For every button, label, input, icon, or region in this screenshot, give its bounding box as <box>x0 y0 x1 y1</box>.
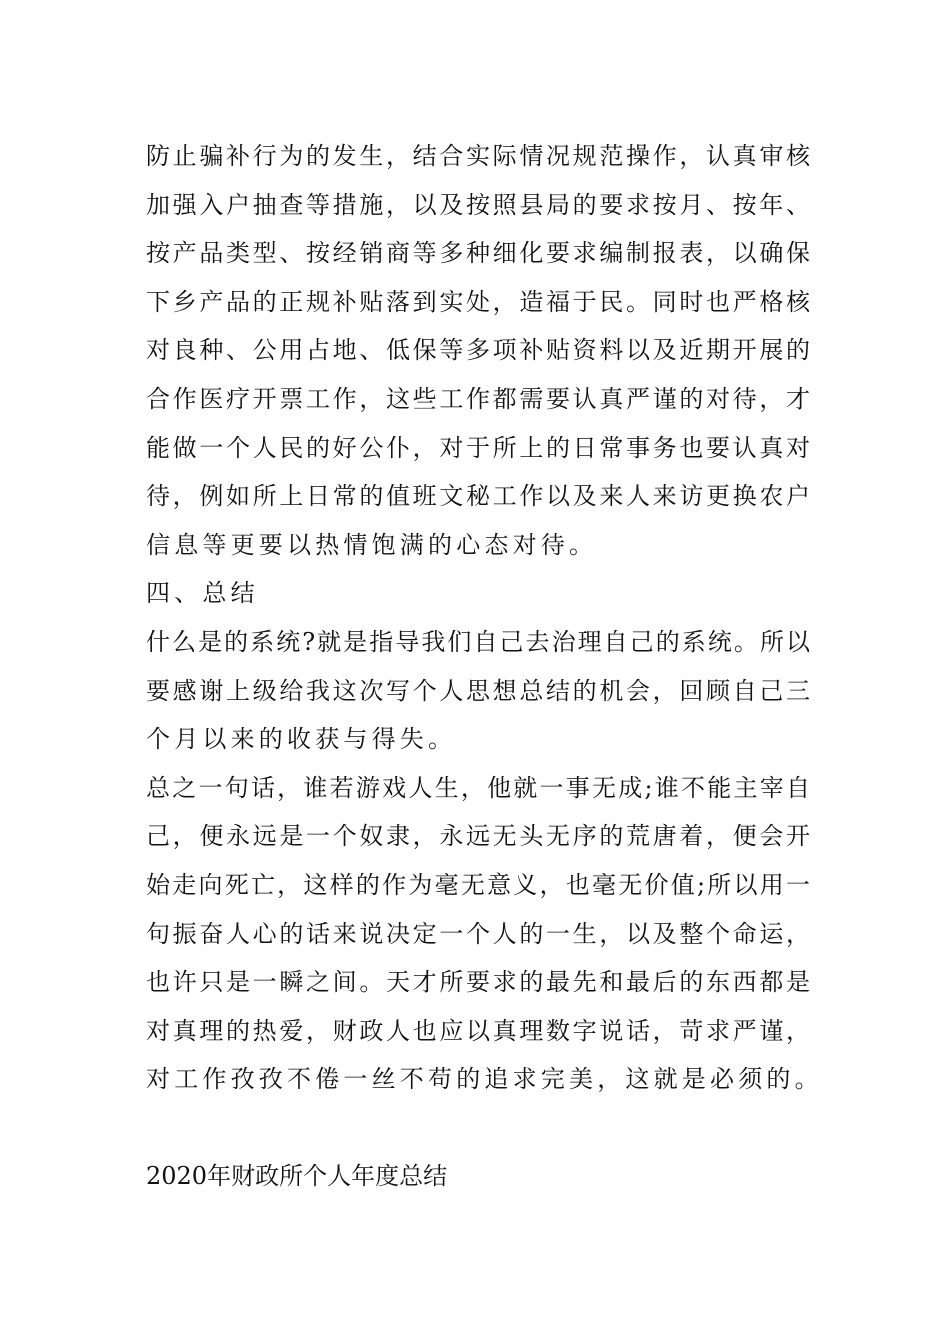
text-line: 句振奋人心的话来说决定一个人的一生，以及整个命运， <box>146 919 810 948</box>
text-line: 合作医疗开票工作，这些工作都需要认真严谨的对待，才 <box>146 384 810 413</box>
text-line: 总之一句话，谁若游戏人生，他就一事无成;谁不能主宰自 <box>146 773 810 802</box>
text-line: 对工作孜孜不倦一丝不苟的追求完美，这就是必须的。 <box>146 1065 823 1094</box>
text-line: 防止骗补行为的发生，结合实际情况规范操作，认真审核 <box>146 142 810 170</box>
text-line: 待，例如所上日常的值班文秘工作以及来人来访更换农户 <box>146 482 810 511</box>
text-line: 按产品类型、按经销商等多种细化要求编制报表，以确保 <box>146 239 810 268</box>
text-line: 要感谢上级给我这次写个人思想总结的机会，回顾自己三 <box>146 676 810 705</box>
paragraph-conclusion <box>146 764 823 1104</box>
text-line: 始走向死亡，这样的作为毫无意义，也毫无价值;所以用一 <box>146 870 810 899</box>
document-body <box>146 132 823 1200</box>
next-document-title: 2020年财政所个人年度总结 <box>146 1161 448 1190</box>
section-heading: 四、总结 <box>146 579 259 608</box>
text-line: 信息等更要以热情饱满的心态对待。 <box>146 530 598 559</box>
text-line: 对真理的热爱，财政人也应以真理数字说话，苛求严谨， <box>146 1016 810 1045</box>
blank-line <box>146 1104 810 1152</box>
text-line: 加强入户抽查等措施，以及按照县局的要求按月、按年、 <box>146 190 810 219</box>
text-line: 对良种、公用占地、低保等多项补贴资料以及近期开展的 <box>146 336 810 365</box>
paragraph-sales-subsidy <box>146 132 810 569</box>
text-line: 己，便永远是一个奴隶，永远无头无序的荒唐着，便会开 <box>146 822 810 851</box>
text-line: 什么是的系统?就是指导我们自己去治理自己的系统。所以 <box>146 627 810 656</box>
text-line: 个月以来的收获与得失。 <box>146 725 457 754</box>
paragraph-system <box>146 618 810 764</box>
text-line: 能做一个人民的好公仆，对于所上的日常事务也要认真对 <box>146 433 810 462</box>
text-line: 也许只是一瞬之间。天才所要求的最先和最后的东西都是 <box>146 968 810 997</box>
text-line: 下乡产品的正规补贴落到实处，造福于民。同时也严格核 <box>146 287 810 316</box>
